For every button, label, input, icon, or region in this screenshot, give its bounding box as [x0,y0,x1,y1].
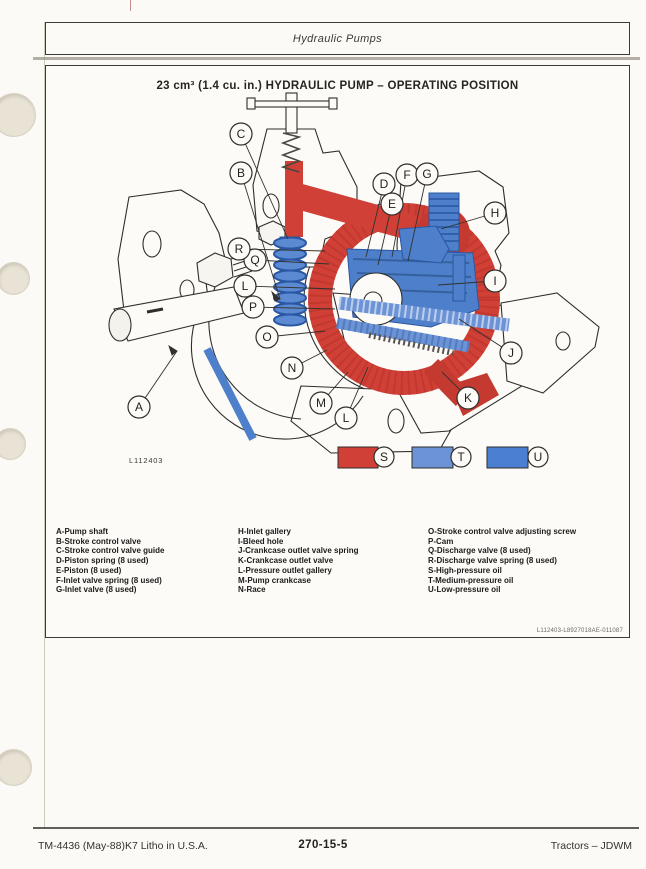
legend-item: N-Race [238,585,266,595]
oil-color-key [338,447,548,468]
legend-item: B-Stroke control valve [56,536,141,546]
punch-hole [0,262,30,295]
svg-text:N: N [287,361,297,375]
legend-item: R-Discharge valve spring (8 used) [428,556,557,566]
svg-text:R: R [234,242,244,256]
registration-mark [130,0,131,11]
callout-L [234,275,256,297]
callout-N [281,357,303,379]
legend-item: T-Medium-pressure oil [428,575,514,585]
svg-text:O: O [262,330,272,344]
legend-item: L-Pressure outlet gallery [238,565,332,575]
callout-K [457,387,479,409]
callout-G [416,163,438,185]
svg-text:K: K [463,391,473,405]
punch-hole [0,749,32,786]
footer-manual-name: Tractors – JDWM [550,840,632,852]
legend-item: G-Inlet valve (8 used) [56,585,137,595]
callout-E [381,193,403,215]
svg-text:C: C [236,127,246,141]
callout-O [256,326,278,348]
svg-text:A: A [134,400,144,414]
svg-text:Q: Q [250,253,260,267]
figure-title: 23 cm³ (1.4 cu. in.) HYDRAULIC PUMP – OPERATING POSITION [156,80,519,92]
legend-item: A-Pump shaft [56,527,108,536]
legend-item: J-Crankcase outlet valve spring [238,546,359,556]
running-header [45,22,630,55]
key-letter-U: U [533,450,543,464]
svg-text:D: D [379,177,389,191]
callout-B [230,162,252,184]
legend-item: C-Stroke control valve guide [56,546,165,556]
legend-item: D-Piston spring (8 used) [56,556,149,566]
callout-L2 [335,407,357,429]
callout-J [500,342,522,364]
svg-text:G: G [422,167,432,181]
callout-M [310,392,332,414]
image-code: L112403-L8927018AE-011087 [536,628,623,634]
callout-A [128,396,150,418]
svg-text:B: B [236,166,246,180]
legend-item: I-Bleed hole [238,536,284,546]
svg-text:E: E [387,197,397,211]
svg-text:H: H [490,206,500,220]
svg-text:J: J [508,346,514,360]
callout-H [484,202,506,224]
legend-item: F-Inlet valve spring (8 used) [56,575,162,585]
legend-item: E-Piston (8 used) [56,565,122,575]
svg-text:P: P [248,300,258,314]
legend-column-3 [428,527,576,595]
key-letter-S: S [379,450,389,464]
svg-text:L: L [241,279,249,293]
svg-text:I: I [493,274,497,288]
callout-D [373,173,395,195]
legend-item: S-High-pressure oil [428,565,502,575]
callout-F [396,164,418,186]
svg-text:F: F [403,168,411,182]
legend-column-1 [56,527,164,595]
figure-box [45,65,630,638]
callout-C [230,123,252,145]
callout-I [484,270,506,292]
svg-text:M: M [316,396,326,410]
legend-item: O-Stroke control valve adjusting screw [428,527,577,536]
footer-rule [33,827,639,829]
svg-text:L: L [342,411,350,425]
footer-page-number: 270-15-5 [298,839,348,851]
punch-hole [0,93,36,137]
key-letter-T: T [457,450,465,464]
header-rule [33,57,640,60]
legend-item: M-Pump crankcase [238,575,311,585]
footer-publication-info: TM-4436 (May-88)K7 Litho in U.S.A. [38,840,208,852]
section-title: Hydraulic Pumps [292,32,383,45]
legend-item: U-Low-pressure oil [428,585,501,595]
punch-hole [0,428,26,460]
legend-column-2 [238,527,359,595]
callout-P [242,296,264,318]
image-id: L112403 [129,456,164,465]
legend-item: K-Crankcase outlet valve [238,556,334,566]
callout-R [228,238,250,260]
legend-item: Q-Discharge valve (8 used) [428,546,531,556]
legend-item: H-Inlet gallery [238,527,291,536]
legend-item: P-Cam [428,536,454,546]
